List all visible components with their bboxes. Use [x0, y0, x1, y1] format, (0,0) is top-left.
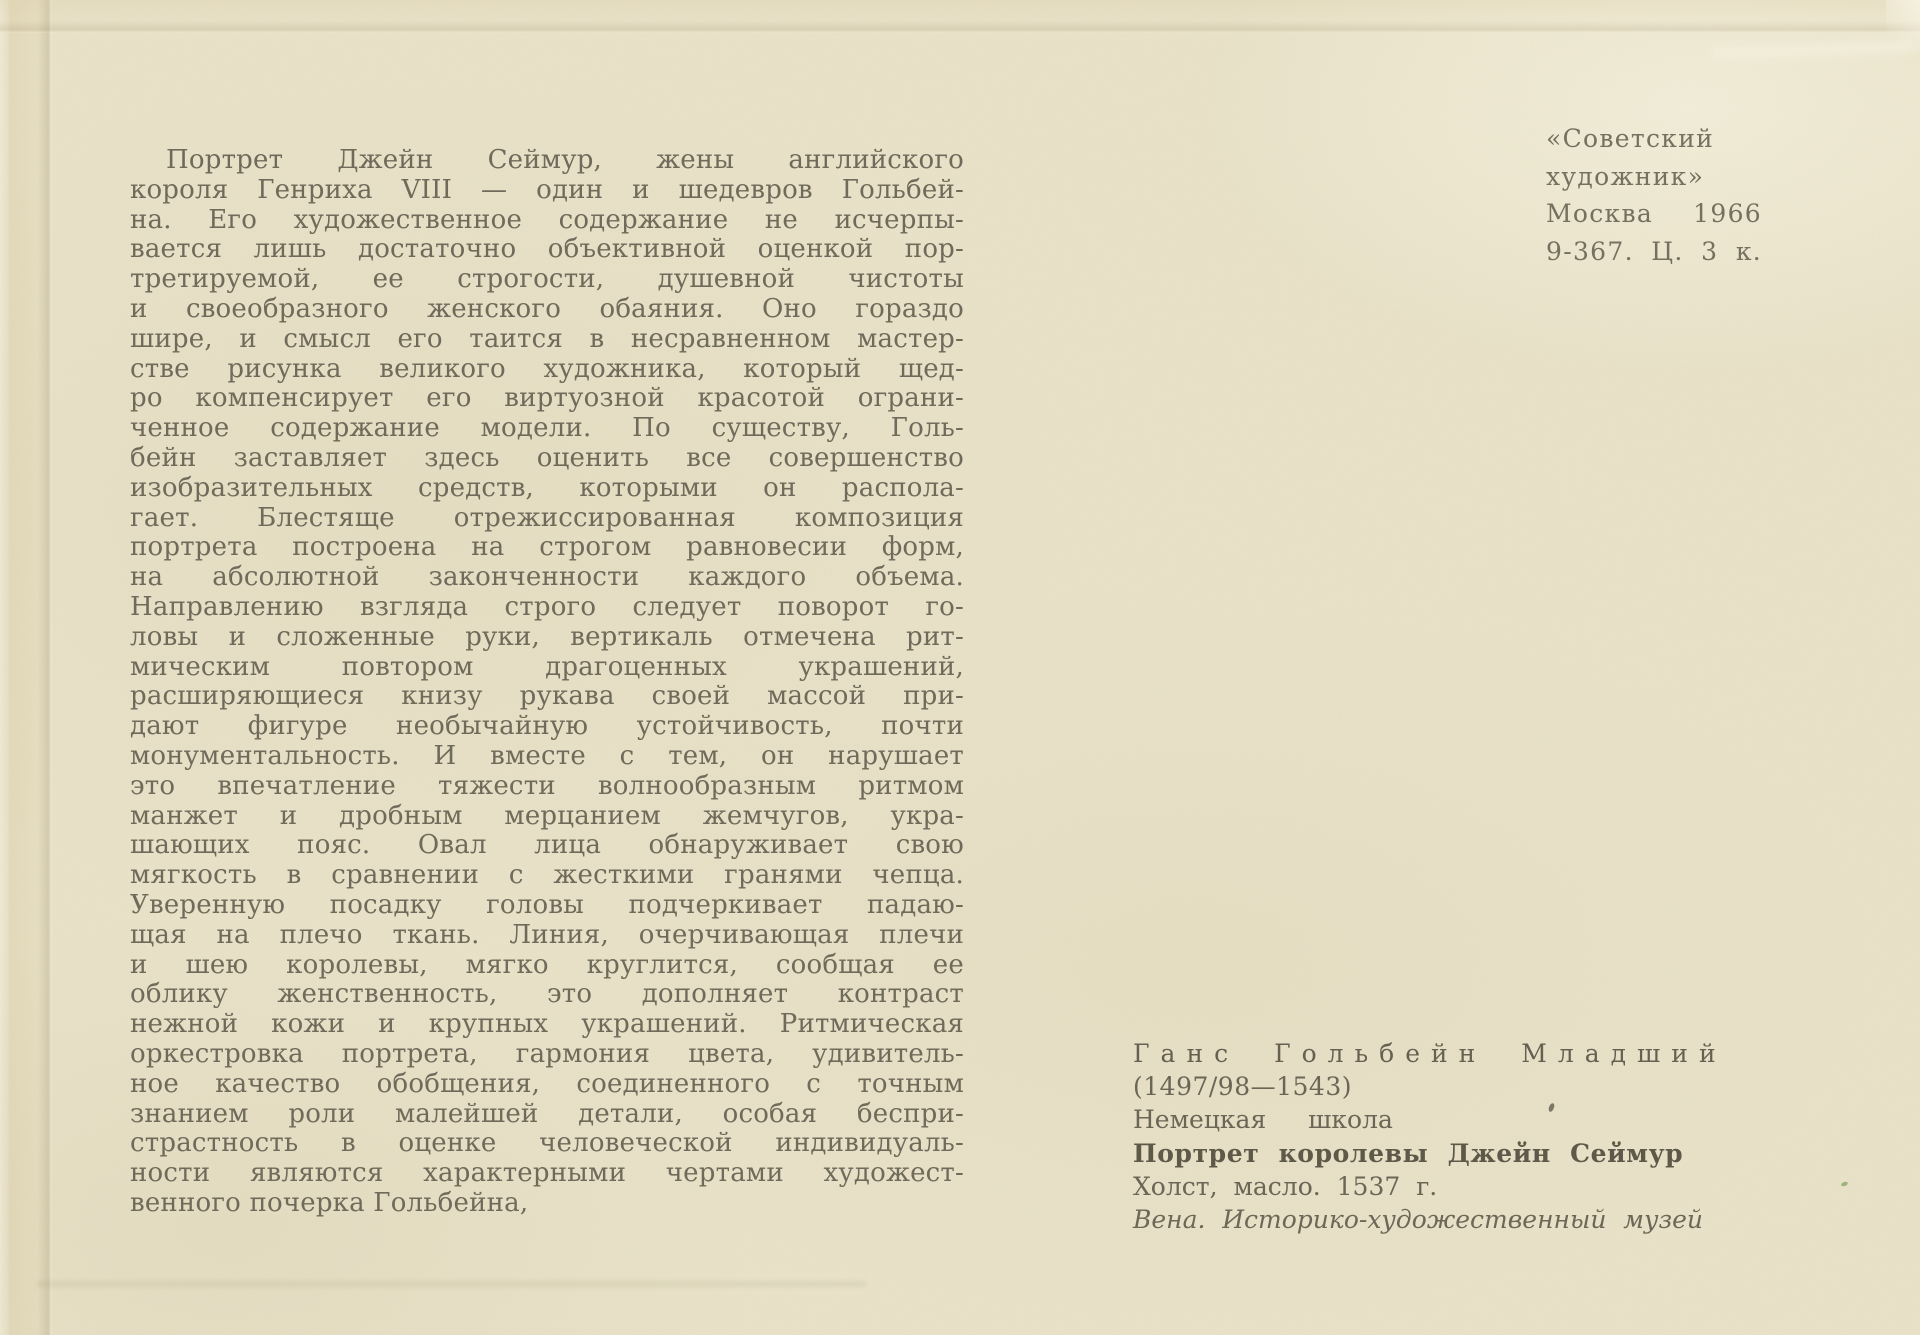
essay-line: шающих пояс. Овал лица обнаруживает свою [130, 830, 964, 861]
publisher-index-price: 9-367. Ц. 3 к. [1546, 236, 1762, 266]
essay-line: щая на плечо ткань. Линия, очерчивающая плечи [130, 919, 964, 950]
essay-line: облику женственность, это дополняет контраст [130, 979, 964, 1010]
artwork-museum: Вена. Историко-художественный музей [1133, 1205, 1703, 1235]
essay-line: и шею королевы, мягко круглится, сообщая ее [130, 949, 964, 980]
artist-name: Ганс Гольбейн Младший [1133, 1039, 1727, 1068]
essay-line: гает. Блестяще отрежиссированная композиция [130, 502, 964, 533]
publisher-imprint [1546, 120, 1762, 270]
paper-smudge [36, 1281, 866, 1287]
essay-line: оркестровка портрета, гармония цвета, удивитель- [130, 1038, 964, 1069]
essay-paragraph [130, 146, 964, 1219]
publisher-name-line1: «Советский [1546, 124, 1715, 153]
essay-line: дают фигуре необычайную устойчивость, почти [130, 711, 964, 742]
essay-line: бейн заставляет здесь оценить все совершенство [130, 442, 964, 473]
essay-line: мягкость в сравнении с жесткими гранями чепца. [130, 860, 964, 891]
essay-line: на абсолютной законченности каждого объема. [130, 562, 964, 593]
essay-line: манжет и дробным мерцанием жемчугов, укра- [130, 800, 964, 831]
paper-edge-left [0, 0, 52, 1335]
paper-edge-top [0, 0, 1920, 33]
essay-line: изобразительных средств, которыми он распола- [130, 472, 964, 503]
essay-line: расширяющиеся книзу рукава своей массой при- [130, 681, 964, 712]
essay-line: ности являются характерными чертами художест- [130, 1158, 964, 1189]
essay-line: третируемой, ее строгости, душевной чистоты [130, 264, 964, 295]
artist-school: Немецкая школа [1133, 1105, 1393, 1135]
artist-dates: (1497/98—1543) [1133, 1072, 1352, 1102]
essay-line: портрета построена на строгом равновесии форм, [130, 532, 964, 563]
essay-line: стве рисунка великого художника, который щед- [130, 353, 964, 384]
essay-line: страстность в оценке человеческой индивидуаль- [130, 1128, 964, 1159]
essay-line: Портрет Джейн Сеймур, жены английского [166, 145, 964, 175]
publisher-city-year: Москва 1966 [1546, 199, 1762, 229]
publisher-name-line2: художник» [1546, 161, 1705, 191]
essay-line: ловы и сложенные руки, вертикаль отмечена рит- [130, 621, 964, 652]
artwork-medium-year: Холст, масло. 1537 г. [1133, 1171, 1438, 1201]
artwork-title: Портрет королевы Джейн Сеймур [1133, 1138, 1684, 1168]
essay-line: вается лишь достаточно объективной оценкой пор- [130, 234, 964, 265]
artwork-caption [1133, 1037, 1733, 1236]
essay-line: ное качество обобщения, соединенного с точным [130, 1068, 964, 1099]
essay-line: Направлению взгляда строго следует поворот го- [130, 591, 964, 622]
essay-line: ченное содержание модели. По существу, Голь- [130, 413, 964, 444]
essay-line: монументальность. И вместе с тем, он нарушает [130, 740, 964, 771]
essay-line: знанием роли малейшей детали, особая беспри- [130, 1098, 964, 1129]
essay-line: на. Его художественное содержание не исчерпы- [130, 204, 964, 235]
essay-line: ро компенсирует его виртуозной красотой ограни- [130, 383, 964, 414]
essay-line: и своеобразного женского обаяния. Оно гораздо [130, 293, 964, 324]
essay-line: Уверенную посадку головы подчеркивает падаю- [130, 889, 964, 920]
essay-line: короля Генриха VIII — один и шедевров Гольбей- [130, 174, 964, 205]
essay-line: шире, и смысл его таится в несравненном мастер- [130, 323, 964, 354]
essay-line: нежной кожи и крупных украшений. Ритмическая [130, 1009, 964, 1040]
green-speck [1841, 1181, 1849, 1187]
essay-line: это впечатление тяжести волнообразным ритмом [130, 770, 964, 801]
essay-line: мическим повтором драгоценных украшений, [130, 651, 964, 682]
essay-line: венного почерка Гольбейна, [130, 1187, 529, 1218]
paper-streak [1712, 41, 1912, 60]
